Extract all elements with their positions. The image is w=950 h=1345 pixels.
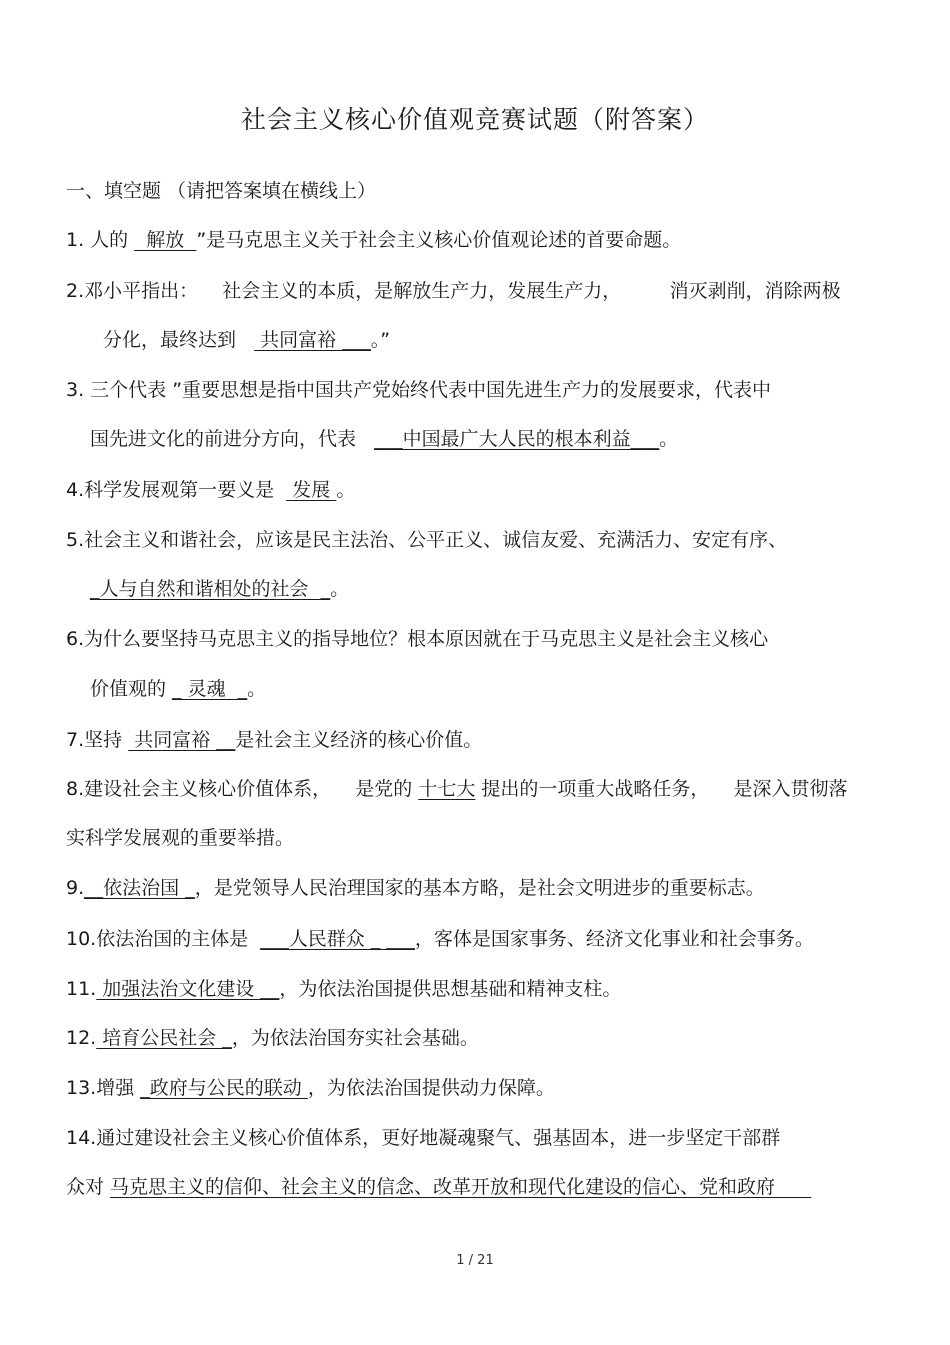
question-text: 。 bbox=[330, 578, 350, 600]
question-4 bbox=[66, 481, 355, 500]
question-5-line-2 bbox=[90, 580, 349, 599]
question-text: 分化，最终达到 bbox=[103, 329, 255, 351]
question-text: 。” bbox=[370, 329, 391, 351]
question-text: 价值观的 bbox=[90, 678, 173, 700]
question-text: ，是党领导人民治理国家的基本方略，是社会文明进步的重要标志。 bbox=[194, 877, 765, 899]
question-text: ，为依法治国提供动力保障。 bbox=[307, 1077, 555, 1099]
answer-blank: 共同富裕 __ bbox=[128, 729, 236, 751]
question-text: 10.依法治国的主体是 bbox=[66, 928, 261, 950]
answer-blank: ___中国最广大人民的根本利益___ bbox=[374, 428, 660, 450]
document-title: 社会主义核心价值观竞赛试题（附答案） bbox=[240, 105, 709, 134]
question-text: 国先进文化的前进分方向，代表 bbox=[90, 428, 375, 450]
answer-blank: ___人民群众 _ ___ bbox=[260, 928, 415, 950]
question-text: ，客体是国家事务、经济文化事业和社会事务。 bbox=[414, 928, 814, 950]
question-14-line-2 bbox=[66, 1178, 811, 1197]
section-heading: 一、填空题 （请把答案填在横线上） bbox=[66, 180, 377, 202]
question-text: 。 bbox=[336, 479, 356, 501]
question-2-line-2 bbox=[103, 331, 390, 350]
question-10 bbox=[66, 930, 814, 949]
question-text: 4.科学发展观第一要义是 bbox=[66, 479, 287, 501]
answer-blank: _ 灵魂 _ bbox=[172, 678, 248, 700]
answer-blank: _政府与公民的联动 bbox=[140, 1077, 308, 1099]
answer-blank: 解放 bbox=[134, 229, 197, 251]
question-text: 1. 人的 bbox=[66, 229, 135, 251]
question-text: 众对 bbox=[66, 1176, 111, 1198]
question-12 bbox=[66, 1029, 479, 1048]
question-5-line-1: 5.社会主义和谐社会，应该是民主法治、公平正义、诚信友爱、充满活力、安定有序、 bbox=[66, 529, 788, 551]
question-text: 8.建设社会主义核心价值体系， 是党的 bbox=[66, 778, 419, 800]
question-8-line-1 bbox=[66, 780, 848, 799]
question-text: ，为依法治国提供思想基础和精神支柱。 bbox=[279, 978, 622, 1000]
question-text: 。 bbox=[659, 428, 679, 450]
question-text: 提出的一项重大战略任务， 是深入贯彻落 bbox=[475, 778, 848, 800]
question-9 bbox=[66, 879, 765, 898]
question-3-line-2 bbox=[90, 430, 678, 449]
question-1 bbox=[66, 231, 681, 250]
answer-blank: 培育公民社会 _ bbox=[96, 1027, 232, 1049]
answer-blank: 十七大 bbox=[418, 778, 476, 800]
answer-blank: 马克思主义的信仰、社会主义的信念、改革开放和现代化建设的信心、党和政府 bbox=[110, 1176, 812, 1198]
answer-blank: 加强法治文化建设 __ bbox=[96, 978, 280, 1000]
question-6-line-2 bbox=[90, 680, 266, 699]
question-text: 13.增强 bbox=[66, 1077, 141, 1099]
question-text: 9. bbox=[66, 877, 85, 899]
answer-blank: _人与自然和谐相处的社会 _ bbox=[90, 578, 331, 600]
answer-blank: 发展 bbox=[286, 479, 337, 501]
answer-blank: 共同富裕 ___ bbox=[254, 329, 371, 351]
question-3-line-1: 3. 三个代表 ”重要思想是指中国共产党始终代表中国先进生产力的发展要求，代表中 bbox=[66, 379, 772, 401]
question-text: 是社会主义经济的核心价值。 bbox=[235, 729, 483, 751]
question-text: 7.坚持 bbox=[66, 729, 129, 751]
question-text: 11. bbox=[66, 978, 97, 1000]
question-6-line-1: 6.为什么要坚持马克思主义的指导地位？根本原因就在于马克思主义是社会主义核心 bbox=[66, 628, 769, 650]
question-7 bbox=[66, 731, 482, 750]
question-text: ，为依法治国夯实社会基础。 bbox=[231, 1027, 479, 1049]
question-text: ”是马克思主义关于社会主义核心价值观论述的首要命题。 bbox=[196, 229, 682, 251]
answer-blank: __依法治国 _ bbox=[84, 877, 195, 899]
question-8-line-2: 实科学发展观的重要举措。 bbox=[66, 827, 295, 849]
question-14-line-1: 14.通过建设社会主义核心价值体系，更好地凝魂聚气、强基固本，进一步坚定干部群 bbox=[66, 1127, 781, 1149]
question-text: 12. bbox=[66, 1027, 97, 1049]
page-number: 1 / 21 bbox=[456, 1253, 494, 1268]
question-text: 。 bbox=[247, 678, 267, 700]
question-2-line-1: 2.邓小平指出： 社会主义的本质，是解放生产力，发展生产力， 消灭剥削，消除两极 bbox=[66, 280, 841, 302]
question-11 bbox=[66, 980, 621, 999]
question-13 bbox=[66, 1079, 555, 1098]
